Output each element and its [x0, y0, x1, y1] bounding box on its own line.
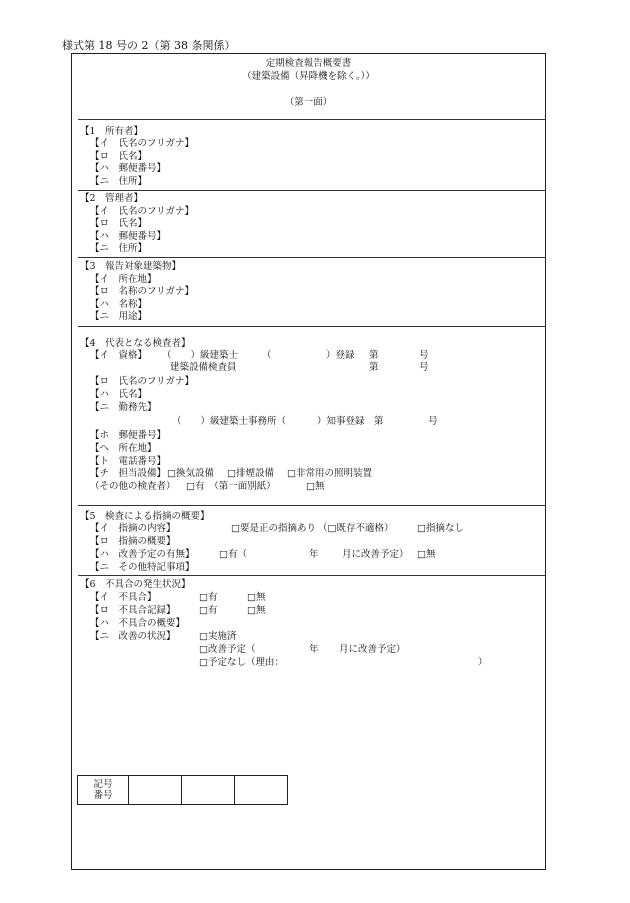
sec1-heading: 【1 所有者】	[80, 126, 144, 137]
sec4-heading: 【4 代表となる検査者】	[80, 338, 191, 349]
divider	[78, 119, 546, 120]
sec6-improvement-done[interactable]: □実施済	[199, 631, 237, 642]
record-number-label	[78, 776, 129, 805]
sec4-other-inspectors-no[interactable]: □無	[306, 481, 325, 492]
sec4-office-number-suffix: 号	[428, 416, 438, 427]
sec5-improvement-yes[interactable]: □有（	[219, 549, 247, 560]
sec4-furigana: 【ロ 氏名のフリガナ】	[90, 376, 195, 387]
sec1-furigana: 【イ 氏名のフリガナ】	[90, 138, 195, 149]
sec2-postal: 【ハ 郵便番号】	[90, 231, 167, 242]
sec3-use: 【ニ 用途】	[90, 311, 148, 322]
sec6-record-no[interactable]: □無	[247, 605, 266, 616]
sec1-name: 【ロ 氏名】	[90, 151, 148, 162]
record-label-line1: 記号	[93, 778, 113, 790]
record-number-table	[77, 775, 288, 805]
sec5-improvement-label: 【ハ 改善予定の有無】	[90, 549, 195, 560]
sec5-other-notes: 【ニ その他特記事項】	[90, 562, 195, 573]
sec6-heading: 【6 不具合の発生状況】	[80, 579, 191, 590]
sec5-improvement-month: 月に改善予定）	[342, 549, 409, 560]
divider	[78, 190, 546, 191]
page-label: （第一面）	[284, 97, 333, 108]
sec4-postal: 【ホ 郵便番号】	[90, 430, 167, 441]
sec3-name: 【ハ 名称】	[90, 299, 148, 310]
sec6-record-yes[interactable]: □有	[199, 605, 218, 616]
record-label-line2: 番号	[93, 790, 113, 801]
sec3-name-furigana: 【ロ 名称のフリガナ】	[90, 286, 195, 297]
sec4-address: 【ヘ 所在地】	[90, 443, 157, 454]
sec4-number-suffix: 号	[419, 350, 429, 361]
sec2-address: 【ニ 住所】	[90, 243, 148, 254]
sec4-equipment-emergency-lighting[interactable]: □非常用の照明装置	[287, 468, 372, 479]
sec6-improvement-planned[interactable]: □改善予定（	[199, 644, 256, 655]
divider	[78, 257, 546, 258]
sec5-improvement-year: 年	[309, 549, 319, 560]
sec4-inspector-qualification: 建築設備検査員	[170, 362, 237, 373]
sec1-address: 【ニ 住所】	[90, 176, 148, 187]
sec4-office-registration: ）知事登録 第	[317, 416, 384, 427]
form-subtitle: （建築設備（昇降機を除く。））	[242, 71, 375, 82]
record-number-cell[interactable]	[235, 776, 288, 805]
divider	[78, 575, 546, 576]
record-number-cell[interactable]	[182, 776, 235, 805]
sec6-defect-yes[interactable]: □有	[199, 592, 218, 603]
sec5-heading: 【5 検査による指摘の概要】	[80, 511, 210, 522]
sec4-equipment-label: 【チ 担当設備】	[90, 468, 167, 479]
sec4-registration-open: （	[262, 350, 272, 361]
sec5-no-findings[interactable]: □指摘なし	[417, 523, 464, 534]
sec4-registration-close: ）登録	[326, 350, 355, 361]
sec5-findings-label: 【イ 指摘の内容】	[90, 523, 176, 534]
sec4-architect-grade: （ ）級建築士	[162, 350, 239, 361]
divider	[78, 505, 546, 506]
sec4-phone: 【ト 電話番号】	[90, 456, 167, 467]
sec6-improvement-year: 年	[309, 644, 319, 655]
sec5-correction-required[interactable]: □要是正の指摘あり	[231, 523, 316, 534]
sec4-workplace: 【ニ 勤務先】	[90, 402, 157, 413]
form-title: 定期検査報告概要書	[265, 58, 352, 69]
sec4-inspector-number-prefix: 第	[369, 362, 379, 373]
divider	[78, 326, 546, 327]
sec6-improvement-month: 月に改善予定）	[339, 644, 406, 655]
sec6-improvement-none[interactable]: □予定なし（理由：	[199, 657, 284, 668]
sec4-equipment-smoke-exhaust[interactable]: □排煙設備	[227, 468, 274, 479]
sec4-name: 【ハ 氏名】	[90, 389, 148, 400]
sec6-defect-no[interactable]: □無	[247, 592, 266, 603]
sec2-furigana: 【イ 氏名のフリガナ】	[90, 206, 195, 217]
sec4-office-grade: （ ）級建築士事務所（	[172, 416, 287, 427]
sec2-heading: 【2 管理者】	[80, 193, 144, 204]
sec4-inspector-number-suffix: 号	[419, 362, 429, 373]
sec5-existing-nonconforming[interactable]: （□既存不適格）	[318, 523, 394, 534]
sec6-record-label: 【ロ 不具合記録】	[90, 605, 176, 616]
sec6-defect-summary: 【ハ 不具合の概要】	[90, 618, 186, 629]
sec1-postal: 【ハ 郵便番号】	[90, 163, 167, 174]
sec3-location: 【イ 所在地】	[90, 274, 157, 285]
sec5-findings-summary: 【ロ 指摘の概要】	[90, 536, 176, 547]
sec6-defect-label: 【イ 不具合】	[90, 592, 157, 603]
record-number-cell[interactable]	[129, 776, 182, 805]
form-id: 様式第 18 号の 2（第 38 条関係）	[62, 39, 236, 52]
sec4-other-inspectors-label: （その他の検査者）	[90, 481, 176, 492]
sec4-other-inspectors-yes[interactable]: □有 （第一面別紙）	[186, 481, 276, 492]
sec4-number-prefix: 第	[369, 350, 379, 361]
sec4-qualification-label: 【イ 資格】	[90, 350, 148, 361]
sec3-heading: 【3 報告対象建築物】	[80, 261, 182, 272]
sec6-improvement-reason-close: ）	[478, 657, 488, 668]
sec6-improvement-label: 【ニ 改善の状況】	[90, 631, 176, 642]
sec4-equipment-ventilation[interactable]: □換気設備	[167, 468, 214, 479]
sec5-improvement-no[interactable]: □無	[417, 549, 436, 560]
sec2-name: 【ロ 氏名】	[90, 218, 148, 229]
